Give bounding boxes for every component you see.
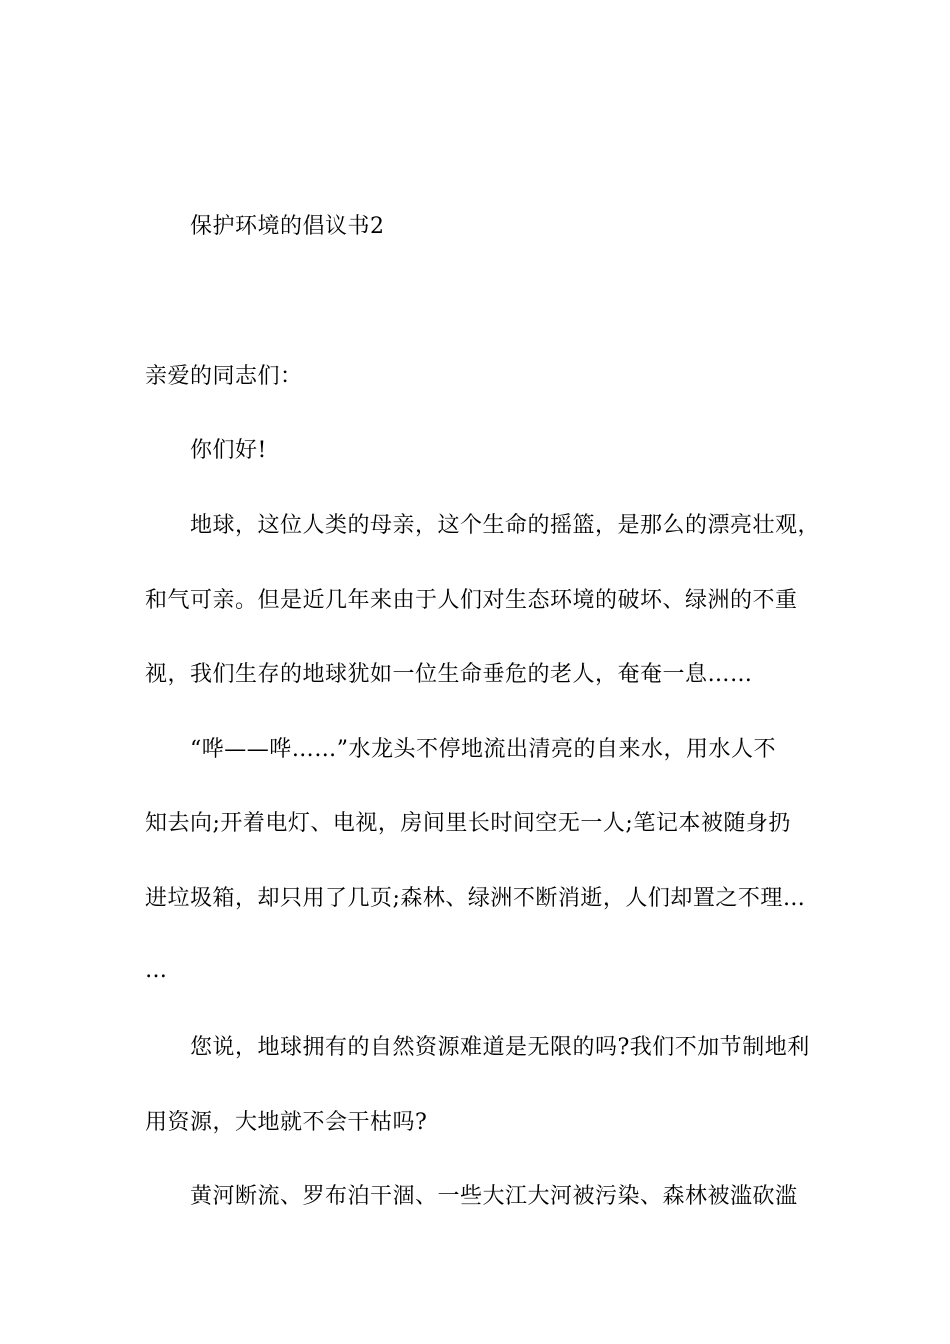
paragraph-line: 您说，地球拥有的自然资源难道是无限的吗?我们不加节制地利 xyxy=(190,1035,810,1060)
paragraph-line: 和气可亲。但是近几年来由于人们对生态环境的破坏、绿洲的不重 xyxy=(145,588,798,613)
paragraph-line: 黄河断流、罗布泊干涸、一些大江大河被污染、森林被滥砍滥 xyxy=(190,1184,798,1209)
document-title: 保护环境的倡议书2 xyxy=(190,214,385,239)
paragraph-line: “哗——哗……”水龙头不停地流出清亮的自来水，用水人不 xyxy=(190,737,776,762)
paragraph-line: 知去向;开着电灯、电视，房间里长时间空无一人;笔记本被随身扔 xyxy=(145,811,791,836)
salutation: 亲爱的同志们： xyxy=(145,364,303,389)
paragraph-line: 地球，这位人类的母亲，这个生命的摇篮，是那么的漂亮壮观， xyxy=(190,513,821,538)
paragraph-line: … xyxy=(145,958,168,983)
paragraph-line: 用资源，大地就不会干枯吗? xyxy=(145,1110,428,1135)
paragraph-line: 视，我们生存的地球犹如一位生命垂危的老人，奄奄一息…… xyxy=(145,662,753,687)
paragraph-line: 进垃圾箱，却只用了几页;森林、绿洲不断消逝，人们却置之不理… xyxy=(145,886,806,911)
greeting: 你们好! xyxy=(190,438,267,463)
